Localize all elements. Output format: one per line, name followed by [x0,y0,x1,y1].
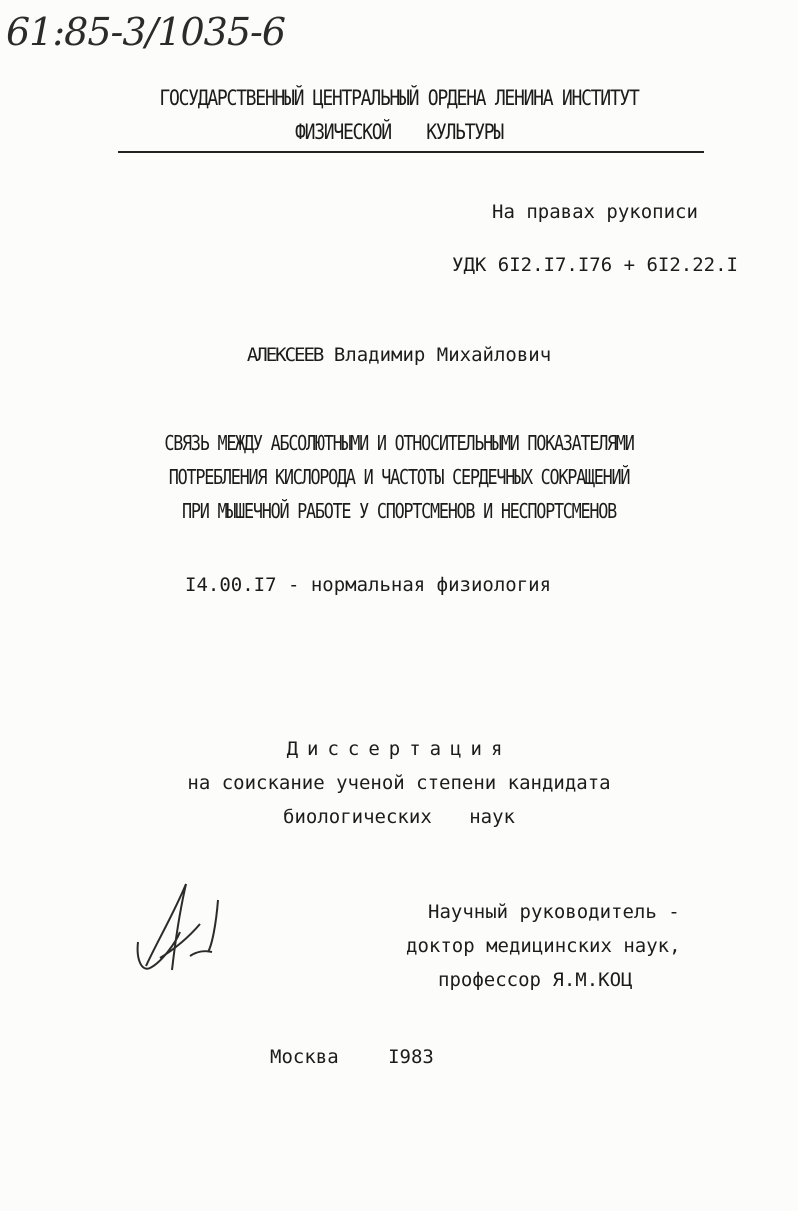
place-and-year [270,1046,434,1068]
header-divider [118,151,704,153]
author-given-names: Владимир Михайлович [333,344,552,366]
archive-code-handwritten: 61:85-3/1035-6 [6,10,286,54]
author [0,344,798,366]
supervisor-line-3: профессор Я.М.КОЦ [438,969,633,991]
institution-line-2: ФИЗИЧЕСКОЙ КУЛЬТУРЫ [295,120,503,144]
udk-code: УДК 6I2.I7.I76 + 6I2.22.I [452,254,738,276]
supervisor-line-2: доктор медицинских наук, [406,935,681,957]
field-line: биологических наук [283,806,515,828]
thesis-title-line-2: ПОТРЕБЛЕНИЯ КИСЛОРОДА И ЧАСТОТЫ СЕРДЕЧНЫХ СОКРАЩЕНИЙ [168,465,630,489]
rights-note: На правах рукописи [492,201,698,223]
supervisor-line-1: Научный руководитель - [428,901,680,923]
institution-line-1: ГОСУДАРСТВЕННЫЙ ЦЕНТРАЛЬНЫЙ ОРДЕНА ЛЕНИНА ИНСТИТУТ [159,86,639,110]
city: Москва [270,1046,339,1068]
specialty-code: I4.00.I7 - нормальная физиология [185,574,552,596]
year: I983 [388,1046,434,1068]
degree-line: на соискание ученой степени кандидата [187,772,611,794]
signature-mark [128,880,228,980]
thesis-title-line-1: СВЯЗЬ МЕЖДУ АБСОЛЮТНЫМИ И ОТНОСИТЕЛЬНЫМИ ПОКАЗАТЕЛЯМИ [164,431,634,455]
thesis-title-line-3: ПРИ МЫШЕЧНОЙ РАБОТЕ У СПОРТСМЕНОВ И НЕСПОРТСМЕНОВ [182,499,616,523]
author-surname: АЛЕКСЕЕВ [246,344,323,366]
dissertation-label: Диссертация [286,738,512,760]
